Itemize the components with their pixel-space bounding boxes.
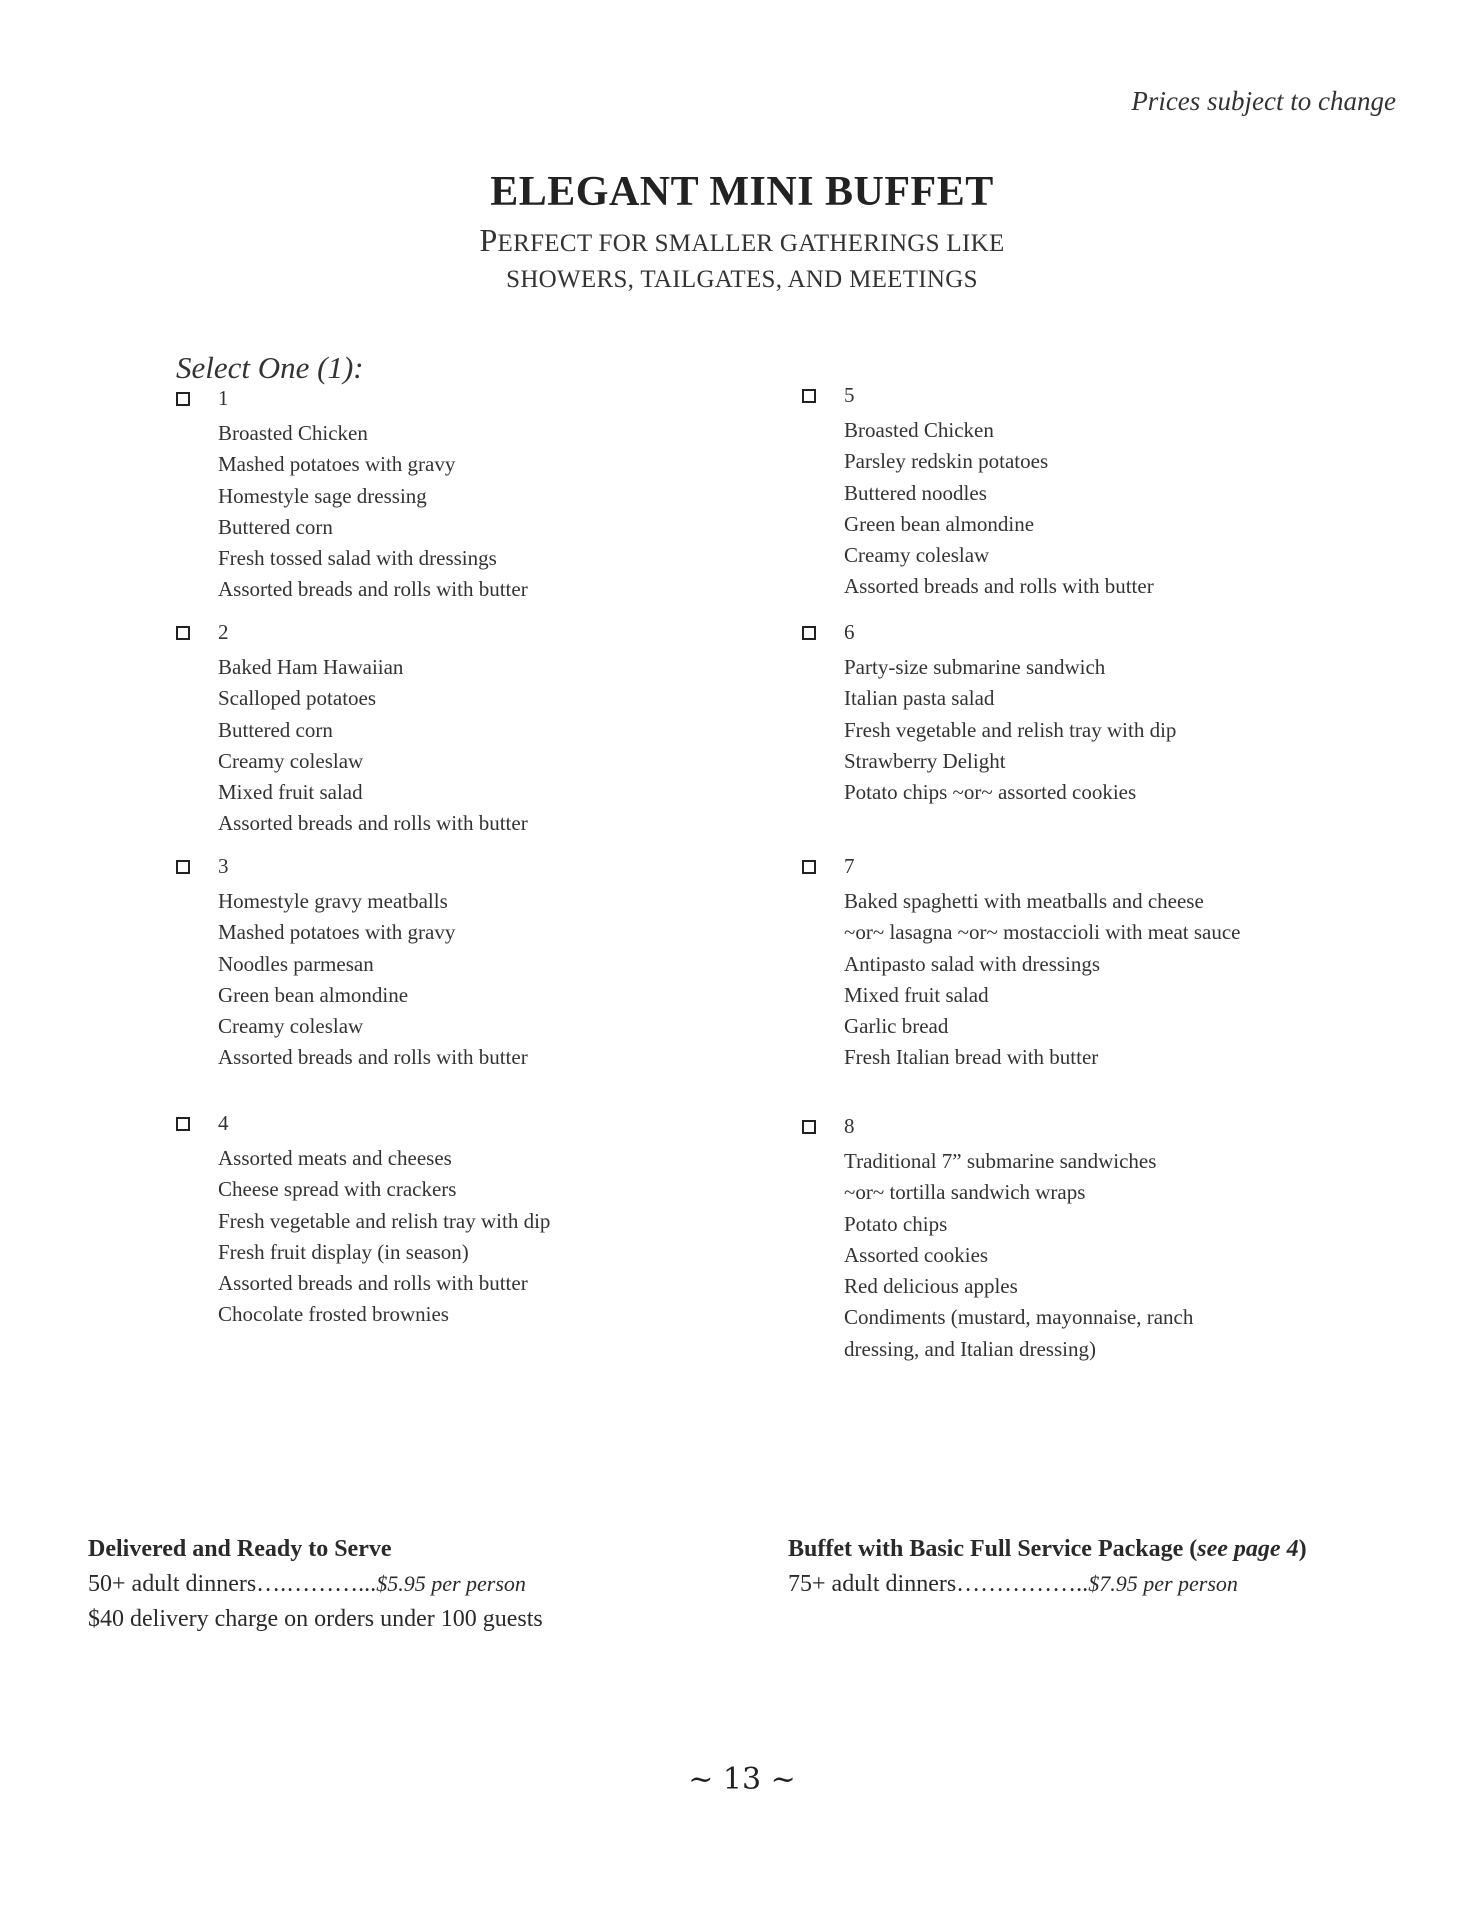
menu-item: Mixed fruit salad bbox=[844, 982, 989, 1007]
menu-item: Parsley redskin potatoes bbox=[844, 449, 1049, 474]
option-8-checkbox[interactable] bbox=[802, 1120, 816, 1134]
menu-item: Red delicious apples bbox=[844, 1274, 1018, 1299]
menu-item: Homestyle gravy meatballs bbox=[218, 889, 448, 913]
select-instruction: Select One (1): bbox=[176, 350, 364, 385]
subtitle-initial: P bbox=[479, 222, 498, 258]
option-2-items bbox=[176, 652, 696, 840]
menu-item: Italian pasta salad bbox=[844, 686, 995, 711]
full-service-heading-close: ) bbox=[1298, 1536, 1307, 1562]
delivered-dinners-label: 50+ adult dinners….………... bbox=[88, 1571, 377, 1597]
option-number: 8 bbox=[844, 1114, 855, 1138]
menu-item: Condiments (mustard, mayonnaise, ranch dressing, and Italian dressing) bbox=[844, 1305, 1194, 1361]
price-disclaimer: Prices subject to change bbox=[1131, 86, 1396, 116]
option-1-items bbox=[176, 418, 696, 606]
menu-item: Mixed fruit salad bbox=[218, 780, 363, 805]
menu-item: Fresh vegetable and relish tray with dip bbox=[844, 717, 1177, 742]
page-title: ELEGANT MINI BUFFET bbox=[490, 169, 994, 215]
option-3-checkbox[interactable] bbox=[176, 860, 190, 874]
menu-item: Fresh tossed salad with dressings bbox=[218, 546, 497, 571]
menu-item: Strawberry Delight bbox=[844, 748, 1006, 773]
option-number: 3 bbox=[218, 854, 229, 878]
menu-item: Creamy coleslaw bbox=[844, 543, 990, 568]
option-number: 4 bbox=[218, 1111, 229, 1135]
delivery-charge-note: $40 delivery charge on orders under 100 guests bbox=[88, 1606, 543, 1632]
option-4-checkbox[interactable] bbox=[176, 1117, 190, 1131]
menu-item: Party-size submarine sandwich bbox=[844, 655, 1106, 679]
option-7 bbox=[802, 854, 1322, 1074]
menu-item: Noodles parmesan bbox=[218, 951, 374, 976]
menu-item: Garlic bread bbox=[844, 1014, 949, 1039]
menu-item: Potato chips ~or~ assorted cookies bbox=[844, 780, 1137, 805]
option-number: 7 bbox=[844, 854, 855, 878]
page-number: ~ 13 ~ bbox=[688, 1762, 796, 1797]
option-4 bbox=[176, 1111, 696, 1331]
menu-item: Scalloped potatoes bbox=[218, 686, 377, 711]
see-page-reference: see page 4 bbox=[1197, 1536, 1299, 1562]
delivered-pricing bbox=[88, 1532, 543, 1637]
option-7-items bbox=[802, 886, 1322, 1074]
menu-item: Mashed potatoes with gravy bbox=[218, 452, 456, 477]
option-2-checkbox[interactable] bbox=[176, 626, 190, 640]
full-service-price: $7.95 per person bbox=[1088, 1571, 1238, 1596]
full-service-pricing bbox=[788, 1532, 1307, 1602]
menu-item: Baked Ham Hawaiian bbox=[218, 655, 404, 679]
menu-item: Green bean almondine bbox=[844, 511, 1035, 536]
menu-item: Fresh vegetable and relish tray with dip bbox=[218, 1208, 551, 1233]
menu-item: ~or~ lasagna ~or~ mostaccioli with meat sauce bbox=[844, 920, 1241, 945]
option-4-items bbox=[176, 1143, 696, 1331]
menu-item: Buttered corn bbox=[218, 514, 333, 539]
menu-item: Creamy coleslaw bbox=[218, 748, 364, 773]
subtitle-rest: ERFECT FOR SMALLER GATHERINGS LIKE bbox=[497, 230, 1005, 257]
option-3 bbox=[176, 854, 696, 1074]
menu-item: Fresh fruit display (in season) bbox=[218, 1239, 469, 1264]
menu-item: Assorted breads and rolls with butter bbox=[844, 574, 1154, 599]
menu-item: Assorted cookies bbox=[844, 1242, 989, 1267]
page-subtitle-line1 bbox=[0, 222, 1484, 259]
option-3-items bbox=[176, 886, 696, 1074]
menu-item: Traditional 7” submarine sandwiches bbox=[844, 1149, 1157, 1173]
option-number: 6 bbox=[844, 620, 855, 644]
menu-item: Baked spaghetti with meatballs and cheese bbox=[844, 889, 1204, 913]
option-2 bbox=[176, 620, 696, 840]
menu-item: Chocolate frosted brownies bbox=[218, 1302, 449, 1327]
menu-item: Homestyle sage dressing bbox=[218, 483, 427, 508]
option-number: 5 bbox=[844, 383, 855, 407]
option-5-items bbox=[802, 415, 1322, 603]
option-5 bbox=[802, 383, 1322, 603]
menu-item: Creamy coleslaw bbox=[218, 1014, 364, 1039]
option-8-items bbox=[802, 1146, 1322, 1365]
option-1 bbox=[176, 386, 696, 606]
menu-item: Cheese spread with crackers bbox=[218, 1177, 457, 1202]
menu-item: Broasted Chicken bbox=[218, 421, 368, 445]
option-6-checkbox[interactable] bbox=[802, 626, 816, 640]
delivered-heading: Delivered and Ready to Serve bbox=[88, 1536, 392, 1562]
menu-item: Buttered corn bbox=[218, 717, 333, 742]
option-number: 2 bbox=[218, 620, 229, 644]
option-6-items bbox=[802, 652, 1322, 808]
menu-item: Assorted breads and rolls with butter bbox=[218, 577, 528, 602]
menu-item: Broasted Chicken bbox=[844, 418, 994, 442]
menu-item: Assorted breads and rolls with butter bbox=[218, 1045, 528, 1070]
delivered-price: $5.95 per person bbox=[376, 1571, 526, 1596]
delivered-price-line bbox=[88, 1566, 543, 1602]
menu-item: Green bean almondine bbox=[218, 982, 409, 1007]
menu-item: Fresh Italian bread with butter bbox=[844, 1045, 1099, 1070]
option-6 bbox=[802, 620, 1322, 808]
option-number: 1 bbox=[218, 386, 229, 410]
menu-item: Antipasto salad with dressings bbox=[844, 951, 1101, 976]
menu-item: Assorted meats and cheeses bbox=[218, 1146, 452, 1170]
option-7-checkbox[interactable] bbox=[802, 860, 816, 874]
menu-item: Buttered noodles bbox=[844, 480, 987, 505]
menu-item: Potato chips bbox=[844, 1211, 948, 1236]
full-service-heading bbox=[788, 1532, 1307, 1566]
page-subtitle-line2: SHOWERS, TAILGATES, AND MEETINGS bbox=[506, 266, 978, 293]
option-8 bbox=[802, 1114, 1322, 1365]
full-service-heading-text: Buffet with Basic Full Service Package ( bbox=[788, 1536, 1198, 1562]
full-service-price-line bbox=[788, 1566, 1307, 1602]
option-5-checkbox[interactable] bbox=[802, 389, 816, 403]
menu-item: Assorted breads and rolls with butter bbox=[218, 811, 528, 836]
menu-item: Assorted breads and rolls with butter bbox=[218, 1271, 528, 1296]
menu-item: ~or~ tortilla sandwich wraps bbox=[844, 1180, 1086, 1205]
option-1-checkbox[interactable] bbox=[176, 392, 190, 406]
full-service-dinners-label: 75+ adult dinners…………….. bbox=[788, 1571, 1089, 1597]
menu-item: Mashed potatoes with gravy bbox=[218, 920, 456, 945]
